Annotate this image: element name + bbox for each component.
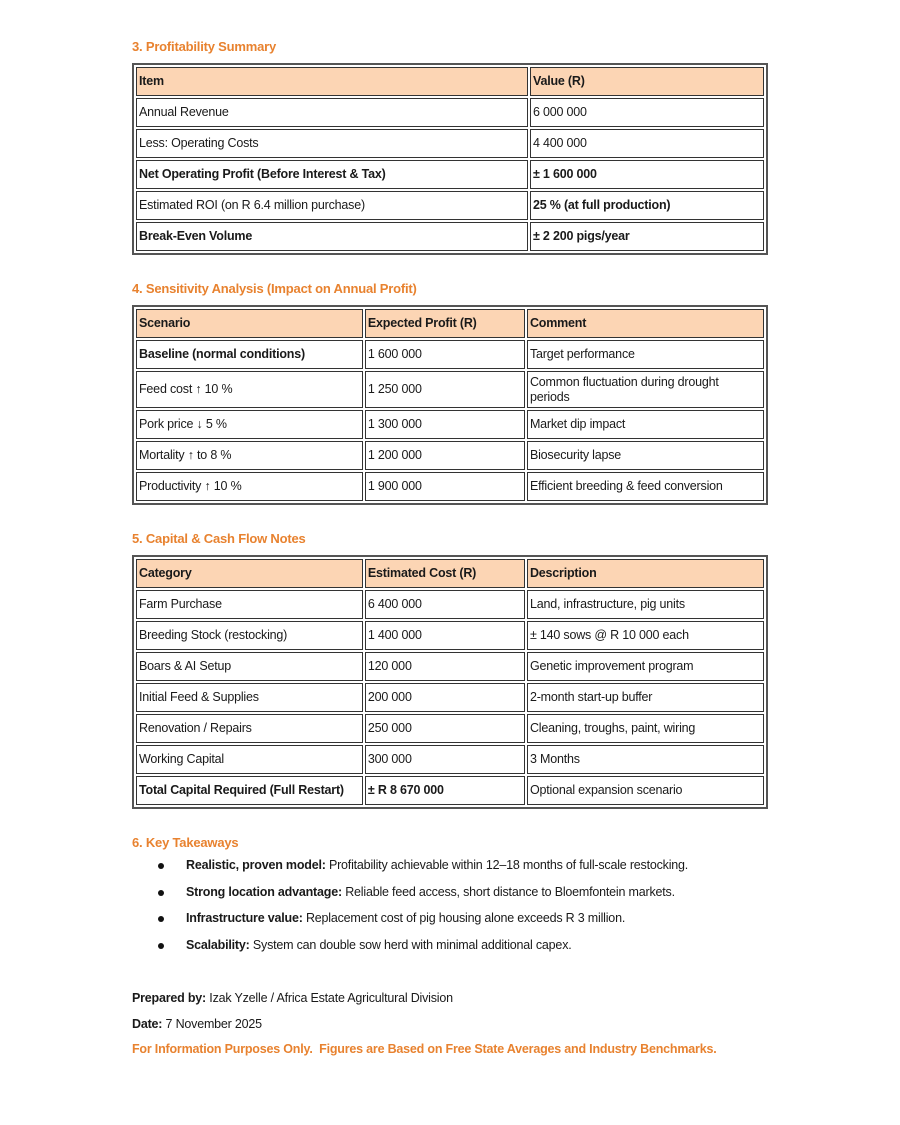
- table-cell: Farm Purchase: [136, 590, 363, 619]
- table-cell: 1 250 000: [365, 371, 525, 408]
- table-cell: Working Capital: [136, 745, 363, 774]
- bullet-icon: [158, 943, 164, 949]
- date-value: 7 November 2025: [162, 1017, 262, 1031]
- table-cell: 1 900 000: [365, 472, 525, 501]
- bullet-icon: [158, 863, 164, 869]
- table-cell: ± 1 600 000: [530, 160, 764, 189]
- list-item: [132, 905, 832, 932]
- table-cell: Pork price ↓ 5 %: [136, 410, 363, 439]
- table-row: [136, 340, 764, 369]
- column-header: Item: [136, 67, 528, 96]
- table-cell: 3 Months: [527, 745, 764, 774]
- table-cell: Genetic improvement program: [527, 652, 764, 681]
- bullet-icon: [158, 890, 164, 896]
- table-row: [136, 472, 764, 501]
- table-cell: Estimated ROI (on R 6.4 million purchase): [136, 191, 528, 220]
- table-cell: Breeding Stock (restocking): [136, 621, 363, 650]
- disclaimer: For Information Purposes Only. Figures are Based on Free State Averages and Industry Benchmarks.: [132, 1042, 717, 1056]
- column-header: Description: [527, 559, 764, 588]
- table-cell: 1 400 000: [365, 621, 525, 650]
- table-cell: Target performance: [527, 340, 764, 369]
- table-cell: Break-Even Volume: [136, 222, 528, 251]
- table-cell: 2-month start-up buffer: [527, 683, 764, 712]
- takeaway-text: System can double sow herd with minimal additional capex.: [249, 937, 572, 952]
- takeaway-lead: Strong location advantage:: [186, 884, 342, 899]
- table-cell: 200 000: [365, 683, 525, 712]
- table-header-row: [136, 309, 764, 338]
- column-header: Estimated Cost (R): [365, 559, 525, 588]
- table-row: [136, 98, 764, 127]
- profitability-table: [132, 63, 768, 255]
- takeaway-text: Profitability achievable within 12–18 months of full-scale restocking.: [325, 858, 689, 872]
- table-cell: Feed cost ↑ 10 %: [136, 371, 363, 408]
- takeaway-lead: Realistic, proven model:: [186, 858, 326, 872]
- table-cell: Optional expansion scenario: [527, 776, 764, 805]
- table-row: [136, 191, 764, 220]
- table-cell: Annual Revenue: [136, 98, 528, 127]
- table-cell: 6 400 000: [365, 590, 525, 619]
- table-cell: 6 000 000: [530, 98, 764, 127]
- table-cell: 250 000: [365, 714, 525, 743]
- table-cell: Land, infrastructure, pig units: [527, 590, 764, 619]
- table-cell: Baseline (normal conditions): [136, 340, 363, 369]
- table-cell: Net Operating Profit (Before Interest & Tax): [136, 160, 528, 189]
- table-row: [136, 683, 764, 712]
- table-row: [136, 129, 764, 158]
- table-row: [136, 621, 764, 650]
- table-cell: Common fluctuation during drought periods: [527, 371, 764, 408]
- table-header-row: [136, 559, 764, 588]
- column-header: Expected Profit (R): [365, 309, 525, 338]
- table-cell: 300 000: [365, 745, 525, 774]
- section-title-takeaways: 6. Key Takeaways: [132, 835, 239, 850]
- table-cell: ± R 8 670 000: [365, 776, 525, 805]
- table-cell: Renovation / Repairs: [136, 714, 363, 743]
- list-item: [132, 852, 832, 879]
- table-cell: 4 400 000: [530, 129, 764, 158]
- table-cell: Market dip impact: [527, 410, 764, 439]
- table-cell: Productivity ↑ 10 %: [136, 472, 363, 501]
- takeaway-text: Reliable feed access, short distance to Bloemfontein markets.: [341, 884, 675, 899]
- table-cell: 1 600 000: [365, 340, 525, 369]
- table-cell: ± 2 200 pigs/year: [530, 222, 764, 251]
- prepared-label: Prepared by:: [132, 991, 207, 1005]
- sensitivity-table: [132, 305, 768, 505]
- column-header: Comment: [527, 309, 764, 338]
- table-cell: Initial Feed & Supplies: [136, 683, 363, 712]
- table-cell: Boars & AI Setup: [136, 652, 363, 681]
- takeaway-lead: Infrastructure value:: [186, 911, 303, 925]
- bullet-icon: [158, 916, 164, 922]
- capital-table: [132, 555, 768, 809]
- table-cell: Efficient breeding & feed conversion: [527, 472, 764, 501]
- section-title-capital: 5. Capital & Cash Flow Notes: [132, 531, 306, 546]
- table-cell: 25 % (at full production): [530, 191, 764, 220]
- table-row: [136, 590, 764, 619]
- column-header: Category: [136, 559, 363, 588]
- table-cell: 1 200 000: [365, 441, 525, 470]
- takeaway-lead: Scalability:: [186, 937, 250, 952]
- table-row: [136, 160, 764, 189]
- table-row: [136, 776, 764, 805]
- prepared-value: Izak Yzelle / Africa Estate Agricultural Division: [206, 991, 453, 1005]
- takeaways-list: [132, 852, 832, 958]
- table-row: [136, 371, 764, 408]
- table-cell: 120 000: [365, 652, 525, 681]
- date-label: Date:: [132, 1017, 163, 1031]
- table-cell: 1 300 000: [365, 410, 525, 439]
- table-row: [136, 441, 764, 470]
- table-row: [136, 222, 764, 251]
- table-row: [136, 410, 764, 439]
- table-header-row: [136, 67, 764, 96]
- table-row: [136, 652, 764, 681]
- table-cell: Less: Operating Costs: [136, 129, 528, 158]
- table-cell: Total Capital Required (Full Restart): [136, 776, 363, 805]
- table-cell: Mortality ↑ to 8 %: [136, 441, 363, 470]
- table-row: [136, 745, 764, 774]
- column-header: Value (R): [530, 67, 764, 96]
- section-title-profitability: 3. Profitability Summary: [132, 39, 277, 54]
- table-cell: Biosecurity lapse: [527, 441, 764, 470]
- section-title-sensitivity: 4. Sensitivity Analysis (Impact on Annual Profit): [132, 281, 417, 296]
- list-item: [132, 932, 832, 959]
- table-row: [136, 714, 764, 743]
- prepared-by: [132, 991, 453, 1005]
- document-date: [132, 1017, 262, 1031]
- table-cell: ± 140 sows @ R 10 000 each: [527, 621, 764, 650]
- takeaway-text: Replacement cost of pig housing alone exceeds R 3 million.: [302, 911, 626, 925]
- column-header: Scenario: [136, 309, 363, 338]
- list-item: [132, 879, 832, 906]
- table-cell: Cleaning, troughs, paint, wiring: [527, 714, 764, 743]
